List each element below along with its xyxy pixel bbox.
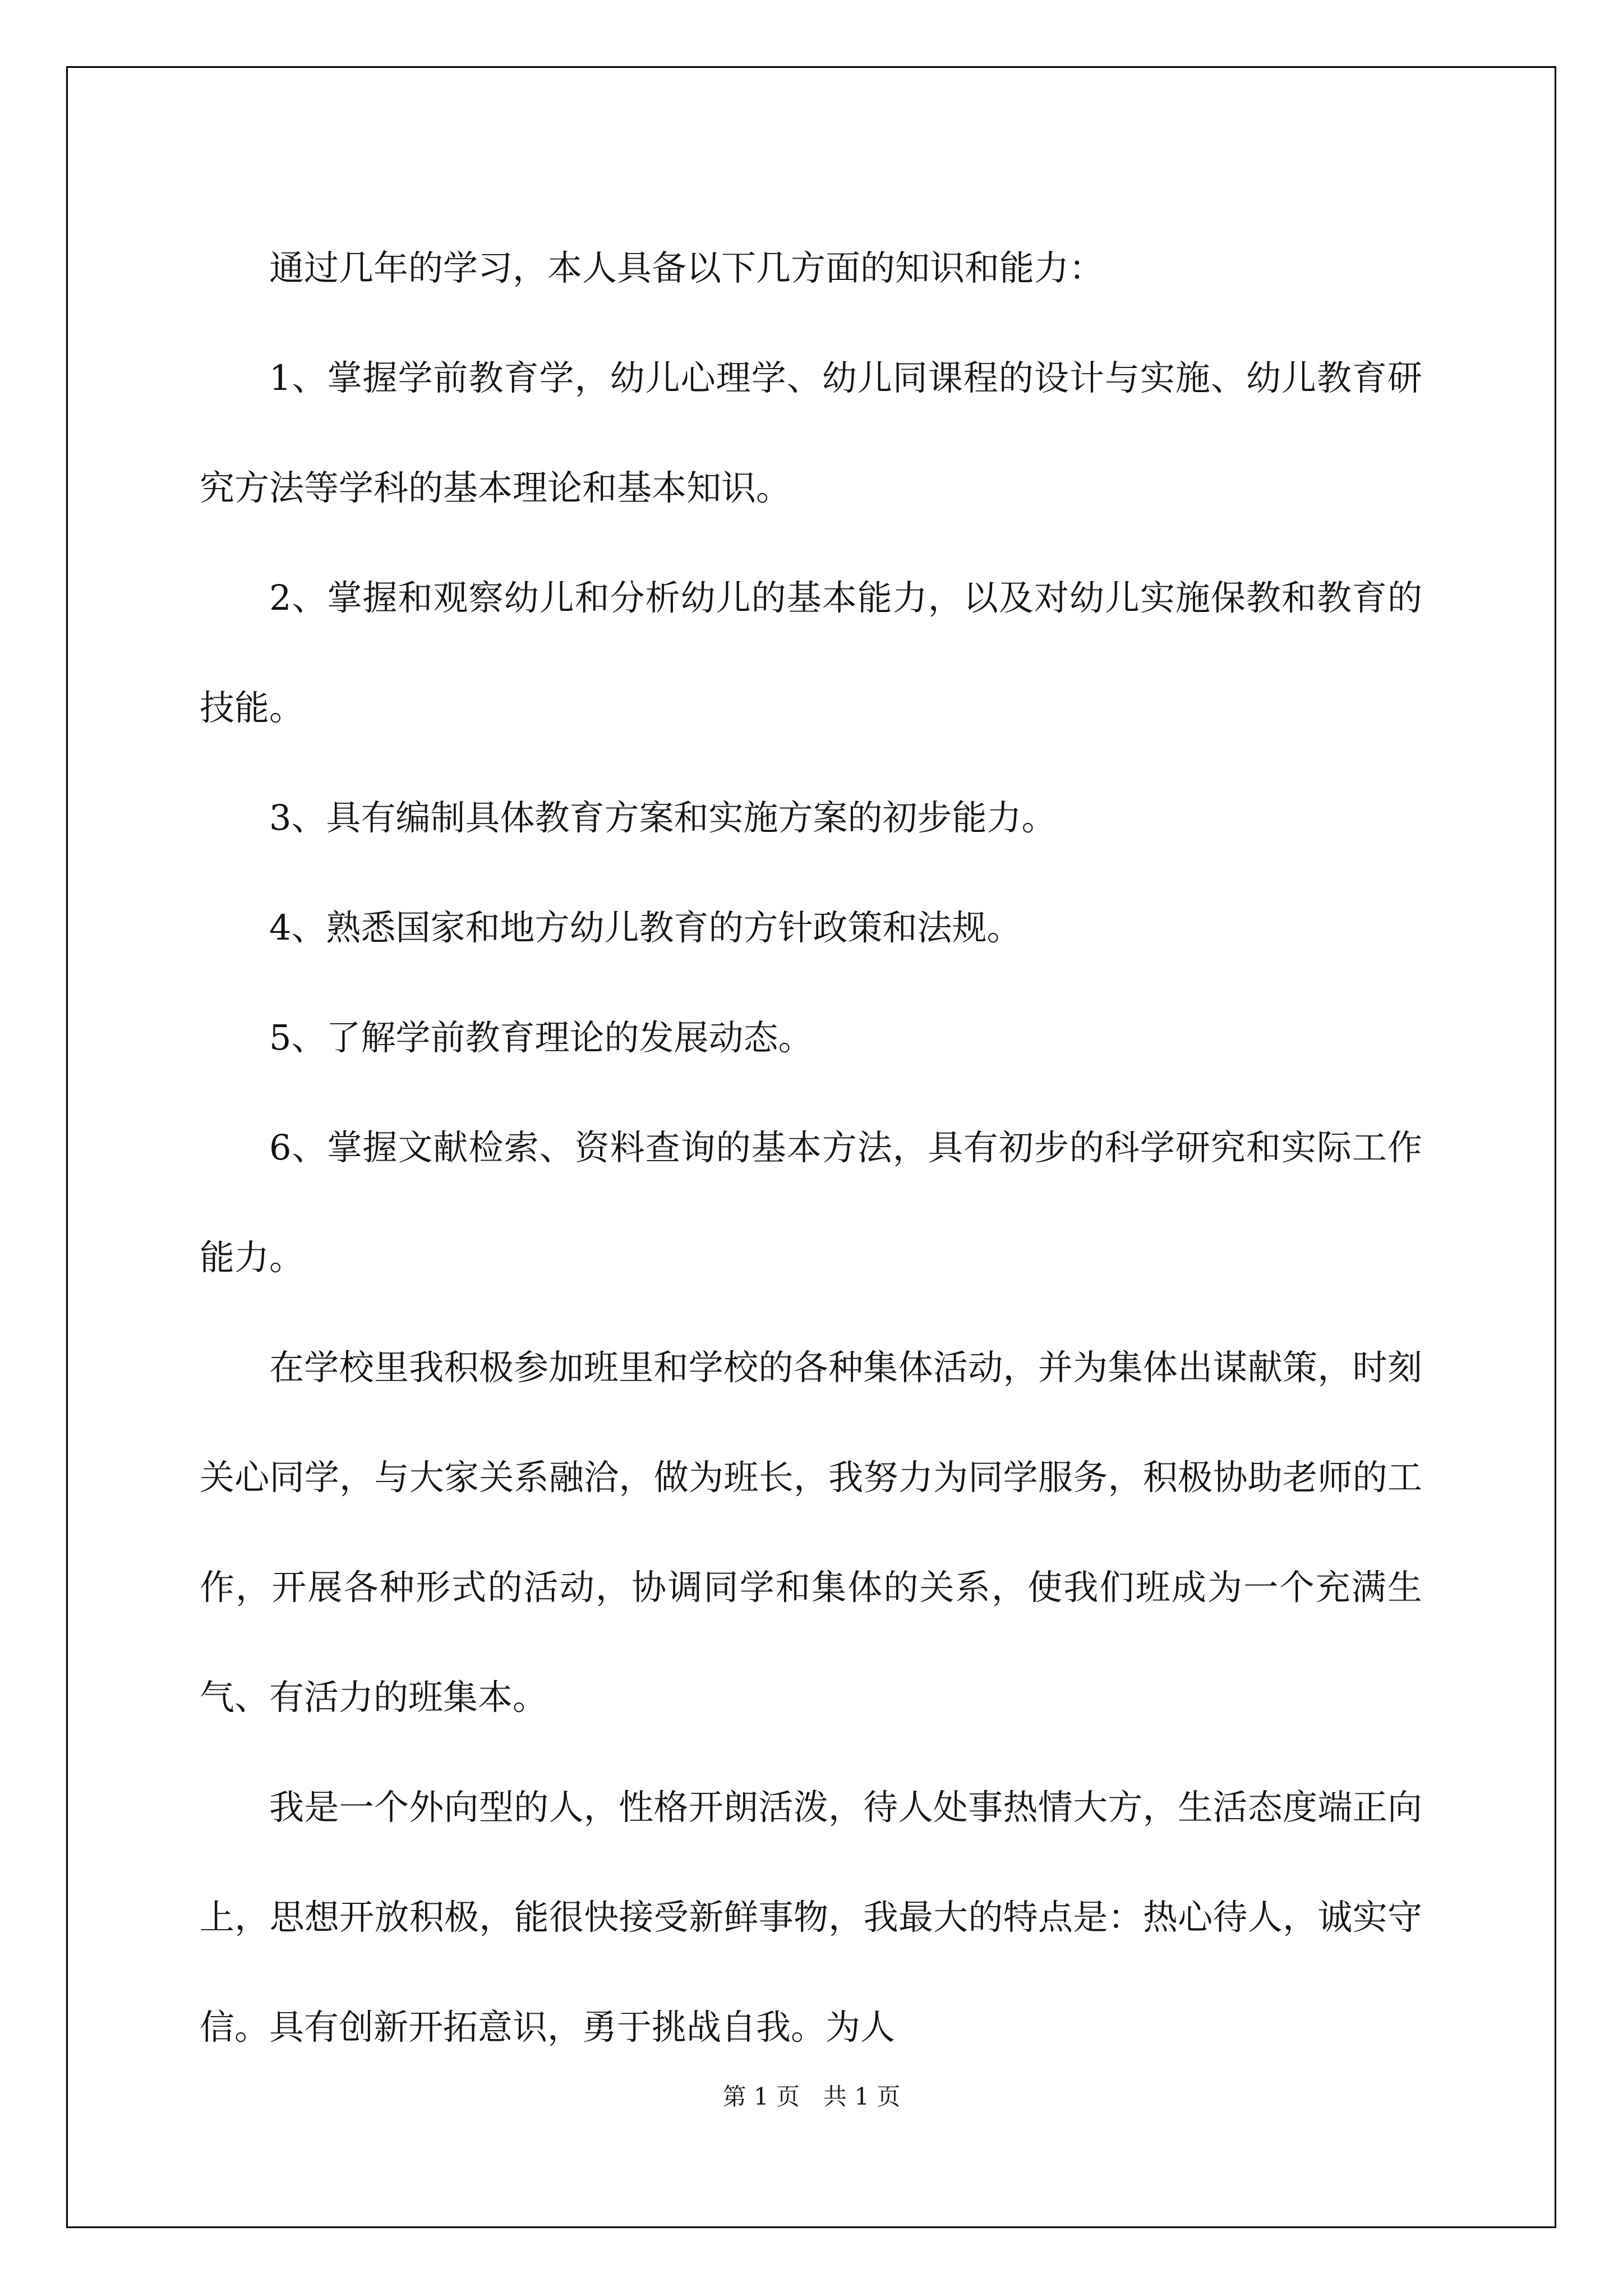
document-body — [200, 213, 1422, 2082]
paragraph-item-5: 5、了解学前教育理论的发展动态。 — [269, 1017, 813, 1058]
paragraph-item-6: 6、掌握文献检索、资料查询的基本方法，具有初步的科学研究和实际工作能力。 — [200, 1127, 1422, 1278]
paragraph-intro: 通过几年的学习，本人具备以下几方面的知识和能力： — [269, 247, 1104, 288]
paragraph-personality: 我是一个外向型的人，性格开朗活泼，待人处事热情大方，生活态度端正向上，思想开放积极，能很快接受新鲜事物，我最大的特点是：热心待人，诚实守信。具有创新开拓意识，勇于挑战自我。为人 — [200, 1787, 1422, 2047]
paragraph-item-4: 4、熟悉国家和地方幼儿教育的方针政策和法规。 — [269, 907, 1022, 948]
paragraph-item-2: 2、掌握和观察幼儿和分析幼儿的基本能力，以及对幼儿实施保教和教育的技能。 — [200, 577, 1422, 728]
paragraph-item-1: 1、掌握学前教育学，幼儿心理学、幼儿同课程的设计与实施、幼儿教育研究方法等学科的基本理论和基本知识。 — [200, 357, 1422, 508]
paragraph-item-3: 3、具有编制具体教育方案和实施方案的初步能力。 — [269, 797, 1057, 838]
page-footer: 第 1 页 共 1 页 — [722, 2083, 901, 2110]
paragraph-school-activities: 在学校里我积极参加班里和学校的各种集体活动，并为集体出谋献策，时刻关心同学，与大家关系融洽，做为班长，我努力为同学服务，积极协助老师的工作，开展各种形式的活动，协调同学和集体的关系，使我们班成为一个充满生气、有活力的班集本。 — [200, 1347, 1422, 1718]
